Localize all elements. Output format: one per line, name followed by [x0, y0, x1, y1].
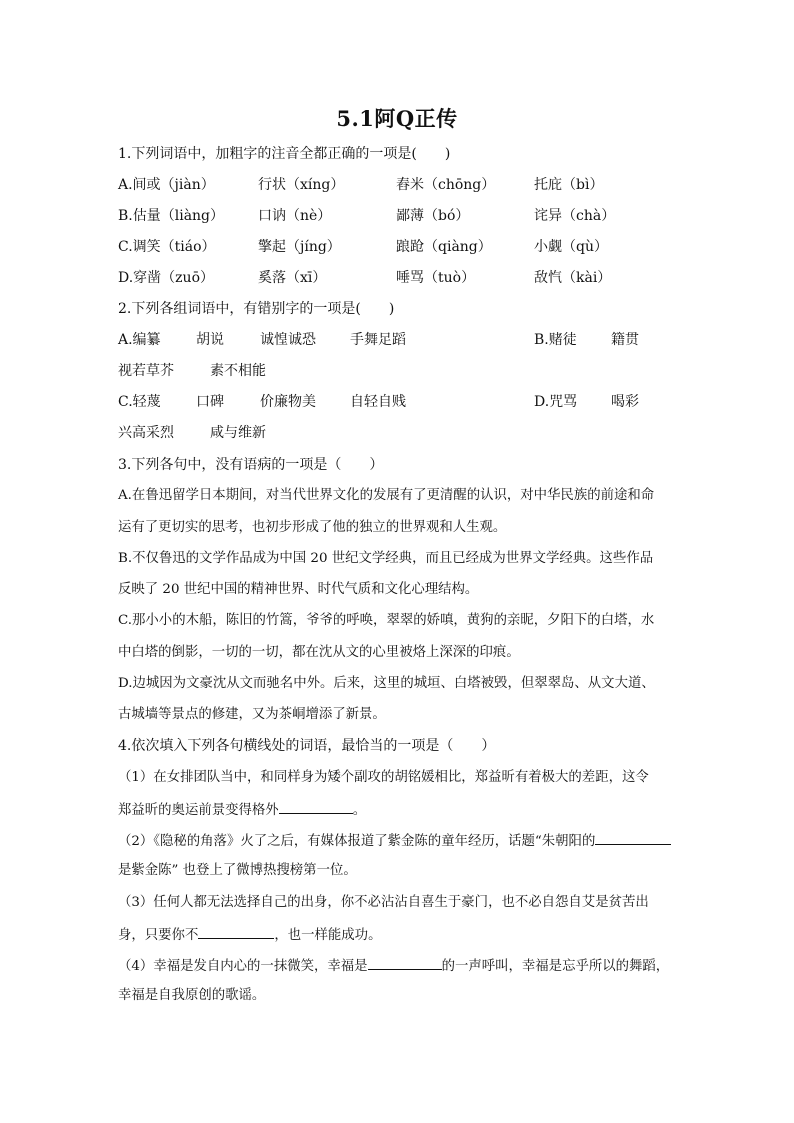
- q2-option-c-word1: C.轻蔑: [118, 394, 161, 410]
- q4-blank-2: [595, 830, 671, 845]
- q1-option-d-word3: 唾骂（tuò）: [396, 270, 476, 286]
- q3-option-d-line1: D.边城因为文豪沈从文而驰名中外。后来，这里的城垣、白塔被毁，但翠翠岛、从文大道、: [118, 676, 655, 691]
- q3-option-b-line1: B.不仅鲁迅的文学作品成为中国 20 世纪文学经典，而且已经成为世界文学经典。这些作品: [118, 551, 654, 566]
- q1-option-c-word4: 小觑（qù）: [534, 239, 608, 255]
- q1-option-c-word1: C.调笑（tiáo）: [118, 239, 216, 255]
- q4-blank-1: [279, 799, 353, 814]
- q3-stem: 3.下列各句中，没有语病的一项是（ ）: [118, 457, 384, 473]
- q4-sentence4-line2: 幸福是自我原创的歌谣。: [118, 988, 266, 1003]
- q2-option-c-word3: 价廉物美: [260, 394, 316, 410]
- q3-option-a-line1: A.在鲁迅留学日本期间，对当代世界文化的发展有了更清醒的认识，对中华民族的前途和命: [118, 488, 655, 503]
- q4-stem: 4.依次填入下列各句横线处的词语，最恰当的一项是（ ）: [118, 738, 496, 754]
- q2-option-b-word4: 素不相能: [210, 363, 266, 379]
- q1-option-d-word1: D.穿凿（zuō）: [118, 270, 214, 286]
- q3-option-b-line2: 反映了 20 世纪中国的精神世界、时代气质和文化心理结构。: [118, 582, 479, 597]
- q3-option-c-line1: C.那小小的木船，陈旧的竹篙，爷爷的呼唤，翠翠的娇嗔，黄狗的亲昵，夕阳下的白塔，水: [118, 613, 655, 628]
- q1-option-d-word4: 敌忾（kài）: [534, 270, 612, 286]
- q4-sentence1-text: 郑益昕的奥运前景变得格外: [118, 803, 279, 818]
- q2-option-a-word1: A.编纂: [118, 332, 161, 348]
- q4-sentence3-line2: [118, 924, 381, 946]
- q4-sentence2-text: （2）《隐秘的角落》火了之后，有媒体报道了紫金陈的童年经历，话题“朱朝阳的: [118, 834, 596, 849]
- q2-option-c-word4: 自轻自贱: [350, 394, 406, 410]
- q2-option-d-word3: 兴高采烈: [118, 425, 174, 441]
- q1-option-a-word4: 托庇（bì）: [534, 177, 604, 193]
- q1-option-b-word3: 鄙薄（bó）: [396, 208, 470, 224]
- q2-option-b-word3: 视若草芥: [118, 363, 174, 379]
- q2-option-d-word4: 咸与维新: [210, 425, 266, 441]
- q4-sentence1-line2: [118, 799, 366, 821]
- q4-sentence4-line1: [118, 955, 669, 977]
- q3-option-a-line2: 运有了更切实的思考，也初步形成了他的独立的世界观和人生观。: [118, 520, 507, 535]
- q2-option-c-word2: 口碑: [196, 394, 224, 410]
- q2-option-a-word4: 手舞足蹈: [350, 332, 406, 348]
- q2-option-d-word2: 喝彩: [611, 394, 639, 410]
- q1-option-b-word4: 诧异（chà）: [534, 208, 616, 224]
- q4-sentence3-text: 身，只要你不: [118, 928, 199, 943]
- q2-stem: 2.下列各组词语中，有错别字的一项是( ): [118, 301, 395, 317]
- q3-option-d-line2: 古城墙等景点的修建，又为茶峒增添了新景。: [118, 707, 386, 722]
- q2-option-b-word1: B.赌徒: [534, 332, 577, 348]
- q4-sentence1-line1: （1）在女排团队当中，和同样身为矮个副攻的胡铭媛相比，郑益昕有着极大的差距，这令: [118, 770, 649, 785]
- q1-option-a-word2: 行状（xíng）: [258, 177, 345, 193]
- q4-sentence2-line2: 是紫金陈” 也登上了微博热搜榜第一位。: [118, 863, 357, 878]
- q4-sentence1-end: 。: [352, 803, 367, 818]
- q3-option-c-line2: 中白塔的倒影，一切的一切，都在沈从文的心里被烙上深深的印痕。: [118, 645, 520, 660]
- q4-blank-3: [198, 924, 274, 939]
- q1-option-c-word2: 擎起（jíng）: [258, 239, 341, 255]
- q1-option-a-word1: A.间或（jiàn）: [118, 177, 215, 193]
- q1-option-b-word1: B.估量（liàng）: [118, 208, 225, 224]
- q4-sentence2-line1: [118, 830, 671, 852]
- q4-sentence4-cont: 的一声呼叫，幸福是忘乎所以的舞蹈，: [441, 959, 670, 974]
- q4-sentence3-line1: （3）任何人都无法选择自己的出身，你不必沾沾自喜生于豪门，也不必自怨自艾是贫苦出: [118, 895, 649, 910]
- q1-option-a-word3: 舂米（chōng）: [396, 177, 496, 193]
- document-title: 5.1阿Q正传: [336, 106, 458, 131]
- q4-blank-4: [368, 955, 442, 970]
- q1-option-b-word2: 口讷（nè）: [258, 208, 332, 224]
- q4-sentence4-text: （4）幸福是发自内心的一抹微笑，幸福是: [118, 959, 368, 974]
- q2-option-b-word2: 籍贯: [611, 332, 639, 348]
- q1-option-d-word2: 奚落（xī）: [258, 270, 327, 286]
- q2-option-a-word3: 诚惶诚恐: [260, 332, 316, 348]
- q1-stem: 1.下列词语中，加粗字的注音全都正确的一项是( ): [118, 146, 451, 162]
- q4-sentence3-end: ，也一样能成功。: [274, 928, 382, 943]
- q1-option-c-word3: 踉跄（qiàng）: [396, 239, 492, 255]
- q2-option-a-word2: 胡说: [196, 332, 224, 348]
- q2-option-d-word1: D.咒骂: [534, 394, 578, 410]
